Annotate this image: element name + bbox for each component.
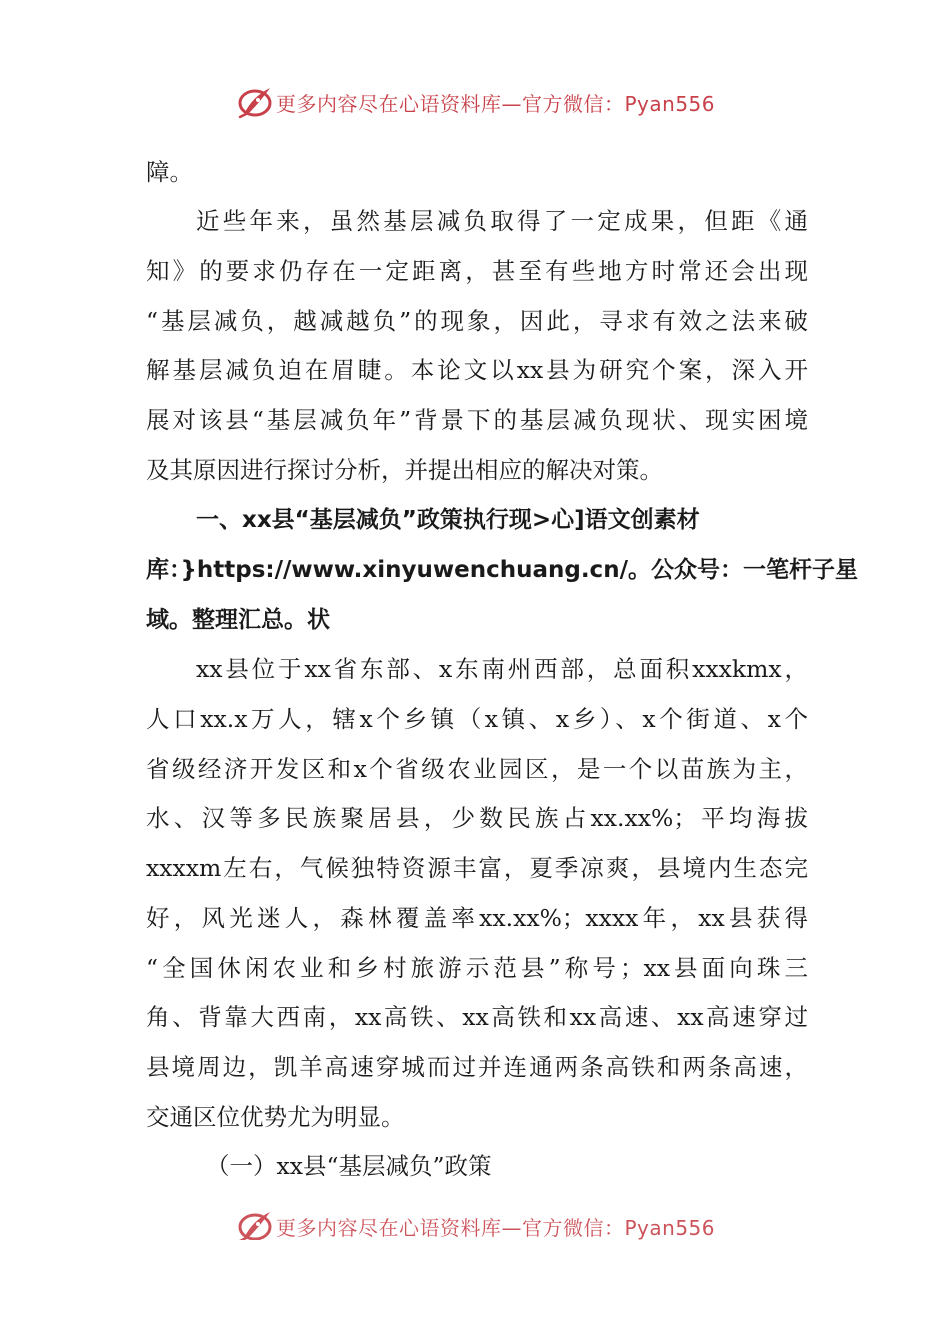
text-line: 人口xx.x万人，辖x个乡镇（x镇、x乡）、x个街道、x个 (146, 705, 808, 733)
text-line: 近些年来，虽然基层减负取得了一定成果，但距《通 (196, 207, 808, 235)
ink-pen-logo-icon (236, 84, 274, 120)
text-line: “基层减负，越减越负”的现象，因此，寻求有效之法来破 (146, 307, 808, 335)
section-heading: 一、xx县“基层减负”政策执行现>心]语文创素材 (196, 507, 700, 533)
text-line: xxxxm左右，气候独特资源丰富，夏季凉爽，县境内生态完 (146, 854, 808, 882)
text-line: 好，风光迷人，森林覆盖率xx.xx%；xxxx年，xx县获得 (146, 904, 808, 932)
text-line: 解基层减负迫在眉睫。本论文以xx县为研究个案，深入开 (146, 356, 808, 384)
text-line: 交通区位优势尤为明显。 (146, 1103, 405, 1131)
ink-pen-logo-icon (236, 1208, 274, 1240)
header-watermark (0, 82, 950, 122)
text-line: 障。 (146, 158, 193, 186)
subsection-heading: （一）xx县“基层减负”政策 (206, 1152, 492, 1180)
watermark-text: 更多内容尽在心语资料库—官方微信：Pyan556 (276, 92, 716, 116)
text-line: 及其原因进行探讨分析，并提出相应的解决对策。 (146, 456, 663, 484)
text-line: “全国休闲农业和乡村旅游示范县”称号；xx县面向珠三 (146, 954, 808, 982)
text-line: xx县位于xx省东部、x东南州西部，总面积xxxkmx， (196, 655, 808, 683)
text-line: 知》的要求仍存在一定距离，甚至有些地方时常还会出现 (146, 257, 808, 285)
text-line: 角、背靠大西南，xx高铁、xx高铁和xx高速、xx高速穿过 (146, 1003, 808, 1031)
footer-watermark (0, 1204, 950, 1240)
section-heading: 域。整理汇总。状 (146, 607, 330, 633)
text-line: 展对该县“基层减负年”背景下的基层减负现状、现实困境 (146, 406, 808, 434)
text-line: 省级经济开发区和x个省级农业园区，是一个以苗族为主， (146, 755, 808, 783)
text-line: 水、汉等多民族聚居县，少数民族占xx.xx%；平均海拔 (146, 804, 808, 832)
watermark-text: 更多内容尽在心语资料库—官方微信：Pyan556 (276, 1216, 716, 1240)
section-heading: 库：}https://www.xinyuwenchuang.cn/。公众号：一笔杆子星 (146, 557, 858, 583)
text-line: 县境周边，凯羊高速穿城而过并连通两条高铁和两条高速， (146, 1053, 808, 1081)
